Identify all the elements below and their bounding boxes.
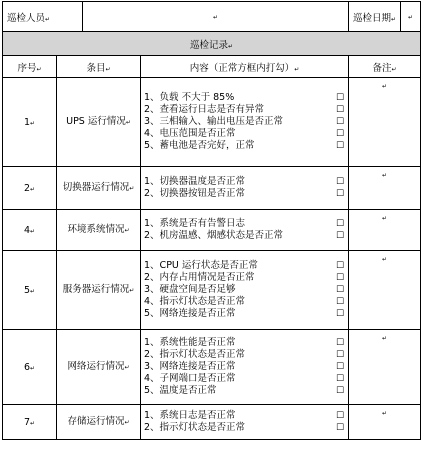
row-checklist-cell bbox=[141, 167, 349, 210]
check-item bbox=[144, 128, 348, 140]
cell-mark: ↵ bbox=[30, 419, 36, 427]
checkbox-icon[interactable]: ☐ bbox=[335, 297, 345, 308]
cell-mark: ↵ bbox=[124, 363, 130, 371]
row-seq-cell bbox=[3, 167, 57, 210]
check-item bbox=[144, 140, 348, 152]
cell-mark: ↵ bbox=[382, 172, 388, 179]
checkbox-icon[interactable]: ☐ bbox=[335, 349, 345, 360]
check-item-text: 5、蓄电池是否完好，正常 bbox=[144, 140, 255, 152]
row-item-cell bbox=[57, 210, 141, 251]
row-item-cell bbox=[57, 167, 141, 210]
table-row bbox=[3, 330, 421, 405]
col-content-label: 内容（正常方框内打勾） bbox=[189, 62, 295, 74]
cell-mark: ↵ bbox=[125, 118, 131, 126]
check-item-text: 2、指示灯状态是否正常 bbox=[144, 348, 246, 360]
check-item bbox=[144, 410, 348, 422]
row-remark-cell[interactable] bbox=[349, 167, 421, 210]
check-item-text: 1、切换器温度是否正常 bbox=[144, 175, 246, 187]
check-item bbox=[144, 296, 348, 308]
check-item bbox=[144, 218, 348, 230]
table-row bbox=[3, 78, 421, 167]
check-item-text: 5、温度是否正常 bbox=[144, 385, 217, 397]
header-row bbox=[3, 2, 421, 32]
cell-mark: ↵ bbox=[391, 15, 397, 23]
checkbox-icon[interactable]: ☐ bbox=[335, 92, 345, 103]
check-item-text: 3、三相输入、输出电压是否正常 bbox=[144, 115, 284, 127]
check-item-text: 3、硬盘空间是否足够 bbox=[144, 283, 236, 295]
check-item-text: 2、查看运行日志是否有异常 bbox=[144, 103, 265, 115]
row-checklist-cell bbox=[141, 405, 349, 440]
col-seq-header bbox=[3, 56, 57, 78]
row-seq-cell bbox=[3, 78, 57, 167]
checkbox-icon[interactable]: ☐ bbox=[335, 386, 345, 397]
row-item: UPS 运行情况 bbox=[66, 115, 126, 127]
row-seq-cell bbox=[3, 405, 57, 440]
table-row bbox=[3, 251, 421, 330]
table-row bbox=[3, 405, 421, 440]
checkbox-icon[interactable]: ☐ bbox=[335, 260, 345, 271]
col-remark-label: 备注 bbox=[372, 62, 392, 74]
cell-mark: ↵ bbox=[36, 65, 42, 73]
col-item-label: 条目 bbox=[86, 62, 106, 74]
table-row bbox=[3, 210, 421, 251]
check-item-text: 5、网络连接是否正常 bbox=[144, 308, 236, 320]
checkbox-icon[interactable]: ☐ bbox=[335, 361, 345, 372]
row-checklist-cell bbox=[141, 251, 349, 330]
inspector-label-cell bbox=[3, 2, 83, 32]
date-label-cell bbox=[349, 2, 401, 32]
checkbox-icon[interactable]: ☐ bbox=[335, 218, 345, 229]
inspection-rows bbox=[3, 78, 421, 440]
check-item bbox=[144, 373, 348, 385]
check-item-text: 4、子网端口是否正常 bbox=[144, 373, 236, 385]
check-item-text: 4、指示灯状态是否正常 bbox=[144, 296, 246, 308]
check-item bbox=[144, 308, 348, 320]
col-content-header bbox=[141, 56, 349, 78]
col-item-header bbox=[57, 56, 141, 78]
table-row bbox=[3, 167, 421, 210]
cell-mark: ↵ bbox=[213, 14, 219, 21]
row-checklist-cell bbox=[141, 78, 349, 167]
cell-mark: ↵ bbox=[129, 184, 135, 192]
check-item-text: 1、负载 不大于 85% bbox=[144, 91, 235, 103]
checkbox-icon[interactable]: ☐ bbox=[335, 116, 345, 127]
check-item-text: 1、系统日志是否正常 bbox=[144, 409, 236, 421]
cell-mark: ↵ bbox=[30, 227, 36, 235]
checkbox-icon[interactable]: ☐ bbox=[335, 129, 345, 140]
checkbox-icon[interactable]: ☐ bbox=[335, 284, 345, 295]
checkbox-icon[interactable]: ☐ bbox=[335, 272, 345, 283]
check-item-text: 2、切换器按钮是否正常 bbox=[144, 188, 246, 199]
check-item bbox=[144, 104, 348, 116]
cell-mark: ↵ bbox=[382, 256, 388, 263]
row-item: 切换器运行情况 bbox=[62, 181, 130, 193]
row-seq: 2 bbox=[23, 182, 30, 194]
cell-mark: ↵ bbox=[228, 42, 234, 50]
cell-mark: ↵ bbox=[105, 65, 111, 73]
cell-mark: ↵ bbox=[124, 226, 130, 234]
row-item: 网络运行情况 bbox=[67, 360, 125, 372]
cell-mark: ↵ bbox=[30, 119, 36, 127]
row-item: 服务器运行情况 bbox=[62, 283, 130, 295]
row-item-cell bbox=[57, 251, 141, 330]
check-item bbox=[144, 385, 348, 397]
row-remark-cell[interactable] bbox=[349, 251, 421, 330]
inspector-label: 巡检人员 bbox=[7, 12, 46, 24]
check-item-text: 2、机房温感、烟感状态是否正常 bbox=[144, 230, 284, 241]
check-item bbox=[144, 176, 348, 188]
column-header-row bbox=[3, 56, 421, 78]
row-remark-cell[interactable] bbox=[349, 330, 421, 405]
row-seq-cell bbox=[3, 251, 57, 330]
check-item bbox=[144, 361, 348, 373]
check-item-text: 2、指示灯状态是否正常 bbox=[144, 422, 246, 433]
inspector-value-cell[interactable] bbox=[83, 2, 349, 32]
check-item-text: 4、电压范围是否正常 bbox=[144, 128, 236, 140]
row-seq: 7 bbox=[23, 416, 30, 428]
row-item: 环境系统情况 bbox=[67, 223, 125, 235]
checkbox-icon[interactable]: ☐ bbox=[335, 374, 345, 385]
cell-mark: ↵ bbox=[382, 410, 388, 417]
checkbox-icon[interactable]: ☐ bbox=[335, 309, 345, 320]
check-item bbox=[144, 92, 348, 104]
row-item-cell bbox=[57, 78, 141, 167]
row-seq-cell bbox=[3, 210, 57, 251]
cell-mark: ↵ bbox=[45, 15, 51, 23]
checkbox-icon[interactable]: ☐ bbox=[335, 104, 345, 115]
row-seq: 1 bbox=[23, 116, 30, 128]
check-item-text: 3、网络连接是否正常 bbox=[144, 360, 236, 372]
row-seq-cell bbox=[3, 330, 57, 405]
row-seq: 5 bbox=[23, 284, 30, 296]
checkbox-icon[interactable]: ☐ bbox=[335, 141, 345, 152]
check-item bbox=[144, 260, 348, 272]
row-remark-cell[interactable] bbox=[349, 78, 421, 167]
row-item-cell bbox=[57, 330, 141, 405]
check-item bbox=[144, 272, 348, 284]
cell-mark: ↵ bbox=[391, 65, 397, 73]
row-seq: 4 bbox=[23, 224, 30, 236]
cell-mark: ↵ bbox=[382, 335, 388, 342]
cell-mark: ↵ bbox=[408, 14, 414, 21]
check-item-text: 1、系统性能是否正常 bbox=[144, 336, 236, 348]
date-label: 巡检日期 bbox=[353, 12, 392, 24]
check-item bbox=[144, 284, 348, 296]
check-item-text: 1、CPU 运行状态是否正常 bbox=[144, 259, 258, 271]
cell-mark: ↵ bbox=[30, 287, 36, 295]
checkbox-icon[interactable]: ☐ bbox=[335, 176, 345, 187]
cell-mark: ↵ bbox=[382, 83, 388, 90]
cell-mark: ↵ bbox=[30, 364, 36, 372]
check-item bbox=[144, 230, 348, 242]
cell-mark: ↵ bbox=[129, 286, 135, 294]
cell-mark: ↵ bbox=[30, 185, 36, 193]
row-checklist-cell bbox=[141, 330, 349, 405]
check-item bbox=[144, 188, 348, 200]
section-title-cell bbox=[3, 32, 421, 56]
check-item-text: 1、系统是否有告警日志 bbox=[144, 217, 246, 229]
row-checklist-cell bbox=[141, 210, 349, 251]
row-item: 存储运行情况 bbox=[67, 415, 125, 427]
row-item-cell bbox=[57, 405, 141, 440]
check-item bbox=[144, 349, 348, 361]
checkbox-icon[interactable]: ☐ bbox=[335, 189, 345, 199]
checkbox-icon[interactable]: ☐ bbox=[335, 410, 345, 421]
section-title: 巡检记录 bbox=[189, 39, 228, 51]
row-remark-cell[interactable] bbox=[349, 210, 421, 251]
col-remark-header bbox=[349, 56, 421, 78]
row-remark-cell[interactable] bbox=[349, 405, 421, 440]
cell-mark: ↵ bbox=[382, 215, 388, 222]
date-value-cell[interactable] bbox=[401, 2, 421, 32]
checkbox-icon[interactable]: ☐ bbox=[335, 337, 345, 348]
cell-mark: ↵ bbox=[124, 418, 130, 426]
cell-mark: ↵ bbox=[294, 65, 300, 73]
section-row bbox=[3, 32, 421, 56]
row-seq: 6 bbox=[23, 361, 30, 373]
checkbox-icon[interactable]: ☐ bbox=[335, 423, 345, 433]
col-seq-label: 序号 bbox=[17, 62, 37, 74]
check-item bbox=[144, 337, 348, 349]
inspection-form-table bbox=[2, 1, 421, 440]
checkbox-icon[interactable]: ☐ bbox=[335, 231, 345, 241]
check-item bbox=[144, 422, 348, 434]
check-item-text: 2、内存占用情况是否正常 bbox=[144, 271, 255, 283]
check-item bbox=[144, 116, 348, 128]
